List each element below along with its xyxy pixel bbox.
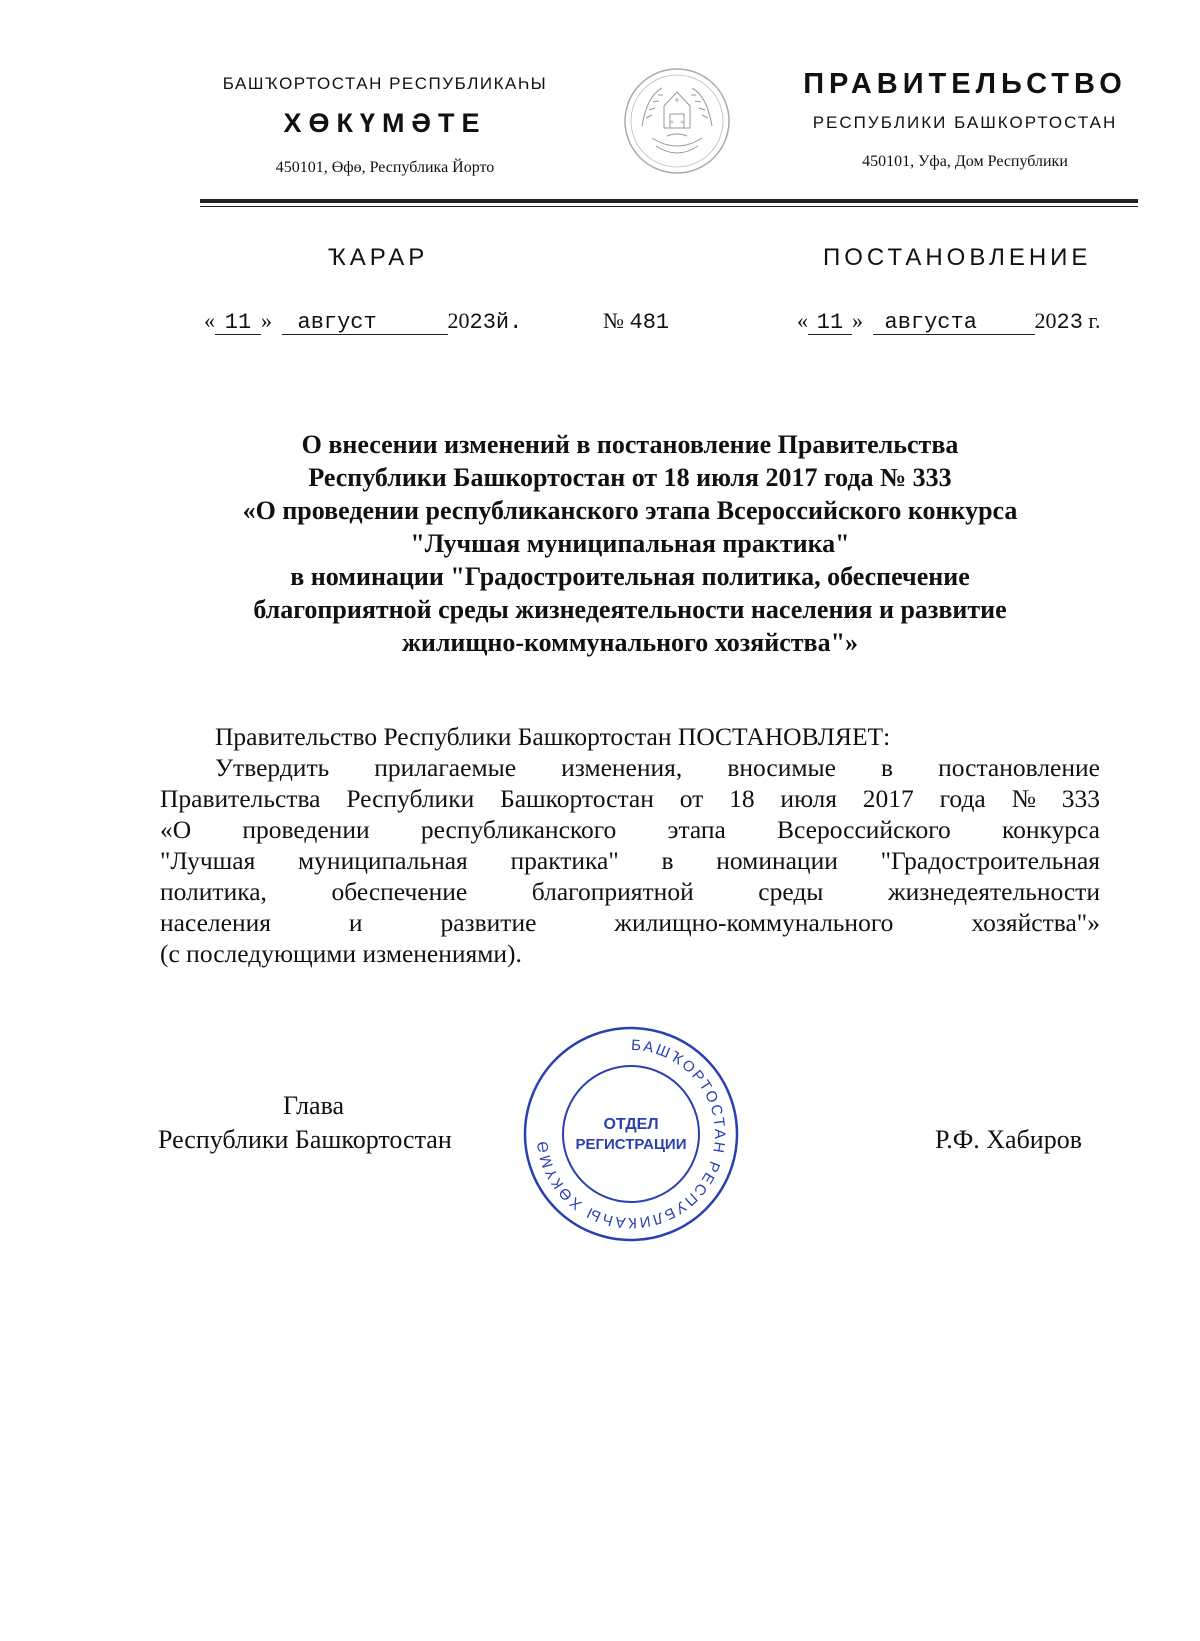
body-word: «О	[160, 815, 192, 844]
signature-name: Р.Ф. Хабиров	[935, 1125, 1082, 1154]
title-line: Республики Башкортостан от 18 июля 2017 года № 333	[308, 463, 952, 492]
letterhead-divider-thin	[200, 206, 1138, 207]
title-line: "Лучшая муниципальная практика"	[410, 529, 850, 558]
date-right-open-quote: «	[797, 308, 808, 333]
date-left-year-suffix: 23	[469, 310, 496, 335]
body-word: изменения,	[561, 753, 683, 782]
letterhead-right-line1: ПРАВИТЕЛЬСТВО	[803, 68, 1127, 100]
body-preamble: Правительство Республики Башкортостан ПОСТАНОВЛЯЕТ:	[215, 722, 891, 751]
doc-number-value: 481	[629, 310, 670, 335]
date-right	[797, 308, 1100, 335]
body-word: политика,	[160, 877, 267, 906]
body-word: обеспечение	[331, 877, 468, 906]
letterhead-left-line1: БАШҠОРТОСТАН РЕСПУБЛИКАҺЫ	[222, 74, 548, 93]
body-line	[160, 783, 1100, 814]
body-word: населения	[160, 908, 271, 937]
title-line: О внесении изменений в постановление Правительства	[301, 430, 959, 459]
body-line	[160, 752, 1100, 783]
body-word: республиканского	[420, 815, 617, 844]
body-last-line: (с последующими изменениями).	[160, 939, 522, 968]
body-word: года	[939, 784, 986, 813]
body-word: постановление	[938, 753, 1100, 782]
letterhead-right	[775, 68, 1155, 171]
body-word: 2017	[862, 784, 914, 813]
letterhead-right-line2: РЕСПУБЛИКИ БАШКОРТОСТАН	[812, 113, 1118, 132]
date-left-year-prefix: 20	[447, 308, 470, 333]
date-right-close-quote: »	[852, 308, 863, 333]
letterhead-right-address: 450101, Уфа, Дом Республики	[862, 153, 1068, 170]
body-word: прилагаемые	[374, 753, 517, 782]
body-line	[160, 876, 1100, 907]
registration-stamp	[522, 1025, 740, 1243]
body-word: хозяйства"»	[971, 908, 1100, 937]
letterhead-left	[170, 72, 600, 177]
title-line: благоприятной среды жизнедеятельности населения и развитие	[253, 595, 1007, 624]
signature-position-line1: Глава	[283, 1091, 345, 1120]
body-word: Всероссийского	[777, 815, 951, 844]
body-word: Башкортостан	[500, 784, 654, 813]
body-line	[160, 814, 1100, 845]
body-word: проведении	[242, 815, 370, 844]
body-word: жилищно-коммунального	[614, 908, 894, 937]
title-line: в номинации "Градостроительная политика, обеспечение	[290, 562, 970, 591]
letterhead-divider-thick	[200, 199, 1138, 203]
body-word: Республики	[346, 784, 475, 813]
body-word: "Градостроительная	[880, 846, 1100, 875]
date-right-month: августа	[873, 312, 1035, 335]
body-word: от	[679, 784, 704, 813]
doc-number-sign: №	[603, 308, 624, 333]
title-line: жилищно-коммунального хозяйства"»	[401, 628, 859, 657]
document-body	[160, 721, 1100, 969]
body-word: конкурса	[1002, 815, 1100, 844]
letterhead-left-line2: ХӨКҮМӘТЕ	[283, 108, 487, 138]
body-word: в	[661, 846, 674, 875]
date-right-day: 11	[808, 312, 852, 335]
stamp-center-line2: РЕГИСТРАЦИИ	[575, 1136, 687, 1153]
doc-type-right: ПОСТАНОВЛЕНИЕ	[823, 244, 1092, 271]
date-left	[204, 308, 522, 335]
stamp-outer-text: БАШҠОРТОСТАН РЕСПУБЛИКАҺЫ ХӨКҮМӘ	[533, 1036, 729, 1232]
body-word: жизнедеятельности	[888, 877, 1100, 906]
date-right-year-suffix: 23	[1056, 310, 1083, 335]
date-left-day: 11	[215, 312, 261, 335]
body-word: благоприятной	[531, 877, 694, 906]
doc-number	[603, 308, 669, 335]
body-word: Утвердить	[215, 753, 330, 782]
body-word: №	[1011, 784, 1036, 813]
body-word: практика"	[510, 846, 619, 875]
date-left-month: август	[282, 312, 448, 335]
body-word: этапа	[667, 815, 726, 844]
body-word: муниципальная	[298, 846, 468, 875]
body-word: Правительства	[160, 784, 321, 813]
letterhead-left-address: 450101, Өфө, Республика Йорто	[275, 159, 495, 176]
signature-position-line2: Республики Башкортостан	[158, 1125, 452, 1154]
stamp-center-line1: ОТДЕЛ	[603, 1116, 659, 1133]
body-word: "Лучшая	[160, 846, 256, 875]
date-left-close-quote: »	[261, 308, 272, 333]
body-word: июля	[780, 784, 837, 813]
date-right-suffix: г.	[1088, 308, 1101, 333]
body-word: в	[881, 753, 894, 782]
body-line	[160, 907, 1100, 938]
body-line	[160, 845, 1100, 876]
date-right-year-prefix: 20	[1034, 308, 1057, 333]
body-word: номинации	[716, 846, 838, 875]
body-word: вносимые	[727, 753, 836, 782]
body-word: 18	[729, 784, 755, 813]
body-word: среды	[758, 877, 824, 906]
body-word: развитие	[440, 908, 537, 937]
date-left-suffix: й.	[495, 310, 523, 335]
doc-type-left: ҠАРАР	[328, 244, 429, 271]
body-word: и	[348, 908, 363, 937]
body-word: 333	[1061, 784, 1100, 813]
date-left-open-quote: «	[204, 308, 215, 333]
title-line: «О проведении республиканского этапа Всероссийского конкурса	[242, 496, 1018, 525]
coat-of-arms-icon	[622, 66, 732, 176]
document-title	[150, 428, 1110, 659]
